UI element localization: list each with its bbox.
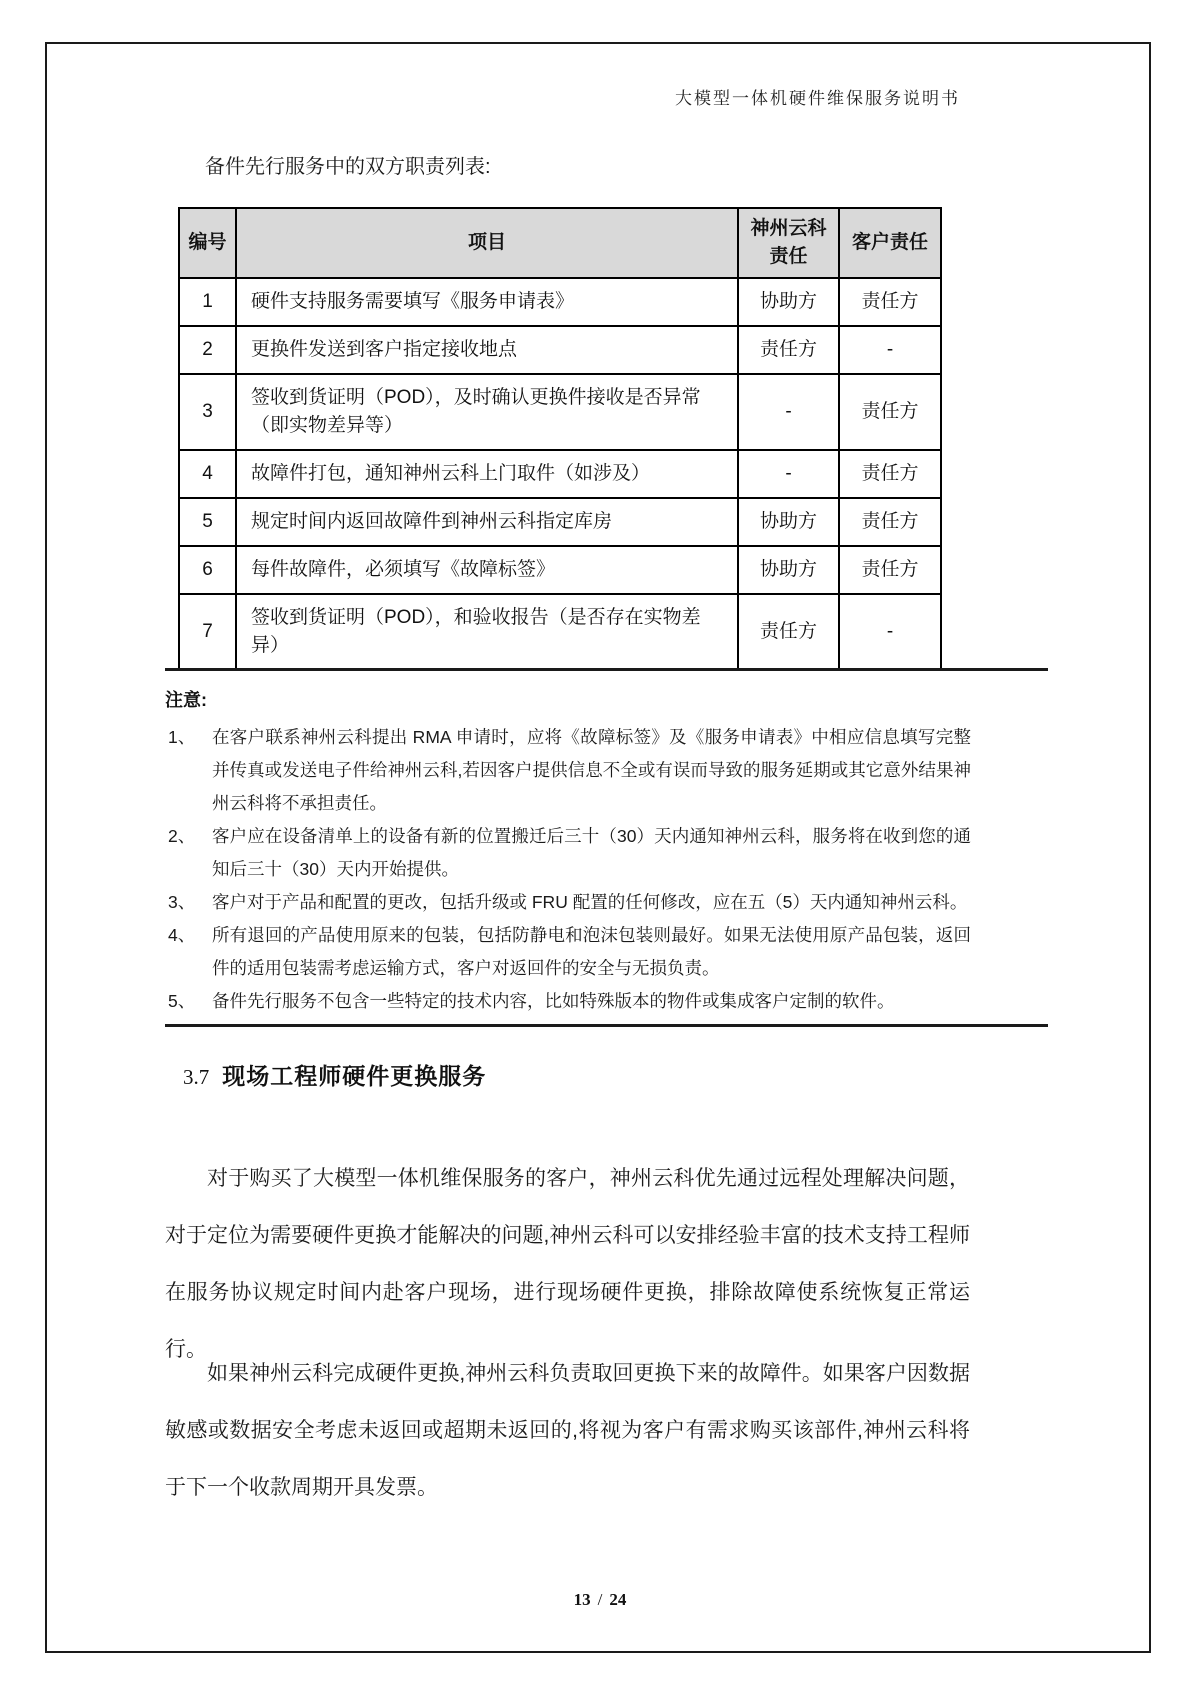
body-paragraph-2: 如果神州云科完成硬件更换,神州云科负责取回更换下来的故障件。如果客户因数据敏感或数据安全考虑未返回或超期未返回的,将视为客户有需求购买该部件,神州云科将于下一个收款周期开具发票。 <box>165 1362 970 1499</box>
cell-row-number: 1 <box>179 278 236 326</box>
note-item <box>165 820 971 886</box>
table-row <box>179 278 941 326</box>
note-item <box>165 919 971 985</box>
section-number: 3.7 <box>183 1065 210 1089</box>
cell-dck-responsibility: 协助方 <box>738 546 839 594</box>
page-number <box>0 1590 1200 1610</box>
section-title: 现场工程师硬件更换服务 <box>222 1063 487 1089</box>
section-heading <box>183 1058 486 1091</box>
column-header-dck-responsibility: 神州云科责任 <box>738 208 839 278</box>
responsibility-table <box>178 207 942 671</box>
note-item <box>165 886 971 919</box>
table-row <box>179 594 941 670</box>
cell-row-number: 5 <box>179 498 236 546</box>
note-item-text: 客户应在设备清单上的设备有新的位置搬迁后三十（30）天内通知神州云科，服务将在收到您的通知后三十（30）天内开始提供。 <box>212 826 971 879</box>
cell-item-description: 硬件支持服务需要填写《服务申请表》 <box>236 278 738 326</box>
table-row <box>179 546 941 594</box>
cell-item-description: 签收到货证明（POD），及时确认更换件接收是否异常（即实物差异等） <box>236 374 738 450</box>
cell-customer-responsibility: 责任方 <box>839 498 941 546</box>
body-paragraph-1: 对于购买了大模型一体机维保服务的客户，神州云科优先通过远程处理解决问题，对于定位为需要硬件更换才能解决的问题,神州云科可以安排经验丰富的技术支持工程师在服务协议规定时间内赴客户现场，进行现场硬件更换，排除故障使系统恢复正常运行。 <box>165 1167 970 1361</box>
note-item-text: 客户对于产品和配置的更改，包括升级或 FRU 配置的任何修改，应在五（5）天内通知神州云科。 <box>212 892 968 912</box>
cell-item-description: 签收到货证明（POD），和验收报告（是否存在实物差异） <box>236 594 738 670</box>
note-item-marker: 5、 <box>168 991 196 1011</box>
note-item-text: 所有退回的产品使用原来的包装，包括防静电和泡沫包装则最好。如果无法使用原产品包装，返回件的适用包装需考虑运输方式，客户对返回件的安全与无损负责。 <box>212 925 971 978</box>
cell-item-description: 故障件打包，通知神州云科上门取件（如涉及） <box>236 450 738 498</box>
cell-row-number: 2 <box>179 326 236 374</box>
cell-customer-responsibility: - <box>839 326 941 374</box>
column-header-customer-responsibility: 客户责任 <box>839 208 941 278</box>
document-header-title: 大模型一体机硬件维保服务说明书 <box>675 89 960 108</box>
column-header-item: 项目 <box>236 208 738 278</box>
cell-row-number: 7 <box>179 594 236 670</box>
column-header-number: 编号 <box>179 208 236 278</box>
cell-dck-responsibility: 责任方 <box>738 594 839 670</box>
cell-dck-responsibility: 责任方 <box>738 326 839 374</box>
cell-item-description: 每件故障件，必须填写《故障标签》 <box>236 546 738 594</box>
note-item-marker: 2、 <box>168 826 196 846</box>
cell-customer-responsibility: 责任方 <box>839 450 941 498</box>
note-item-marker: 4、 <box>168 925 196 945</box>
divider-above-section <box>165 1024 1048 1027</box>
notes-list <box>165 721 971 1018</box>
note-item-text: 在客户联系神州云科提出 RMA 申请时，应将《故障标签》及《服务申请表》中相应信息填写完整并传真或发送电子件给神州云科,若因客户提供信息不全或有误而导致的服务延期或其它意外结果神州云科将不承担责任。 <box>212 727 971 813</box>
note-item <box>165 985 971 1018</box>
table-header-row <box>179 208 941 278</box>
page-number-separator: / <box>597 1590 603 1609</box>
cell-dck-responsibility: 协助方 <box>738 278 839 326</box>
notes-label: 注意: <box>165 690 207 710</box>
table-row <box>179 498 941 546</box>
cell-customer-responsibility: - <box>839 594 941 670</box>
note-item <box>165 721 971 820</box>
divider-above-notes <box>165 668 1048 671</box>
page-number-current: 13 <box>573 1590 591 1609</box>
cell-customer-responsibility: 责任方 <box>839 278 941 326</box>
note-item-marker: 1、 <box>168 727 196 747</box>
cell-dck-responsibility: 协助方 <box>738 498 839 546</box>
cell-row-number: 3 <box>179 374 236 450</box>
cell-item-description: 规定时间内返回故障件到神州云科指定库房 <box>236 498 738 546</box>
cell-customer-responsibility: 责任方 <box>839 374 941 450</box>
cell-dck-responsibility: - <box>738 374 839 450</box>
cell-row-number: 4 <box>179 450 236 498</box>
cell-item-description: 更换件发送到客户指定接收地点 <box>236 326 738 374</box>
note-item-text: 备件先行服务不包含一些特定的技术内容，比如特殊版本的物件或集成客户定制的软件。 <box>212 991 895 1011</box>
cell-dck-responsibility: - <box>738 450 839 498</box>
cell-customer-responsibility: 责任方 <box>839 546 941 594</box>
page-number-total: 24 <box>609 1590 627 1609</box>
table-row <box>179 326 941 374</box>
cell-row-number: 6 <box>179 546 236 594</box>
notes-section <box>165 686 971 1018</box>
note-item-marker: 3、 <box>168 892 196 912</box>
table-intro-text: 备件先行服务中的双方职责列表: <box>205 156 491 178</box>
table-row <box>179 450 941 498</box>
table-row <box>179 374 941 450</box>
